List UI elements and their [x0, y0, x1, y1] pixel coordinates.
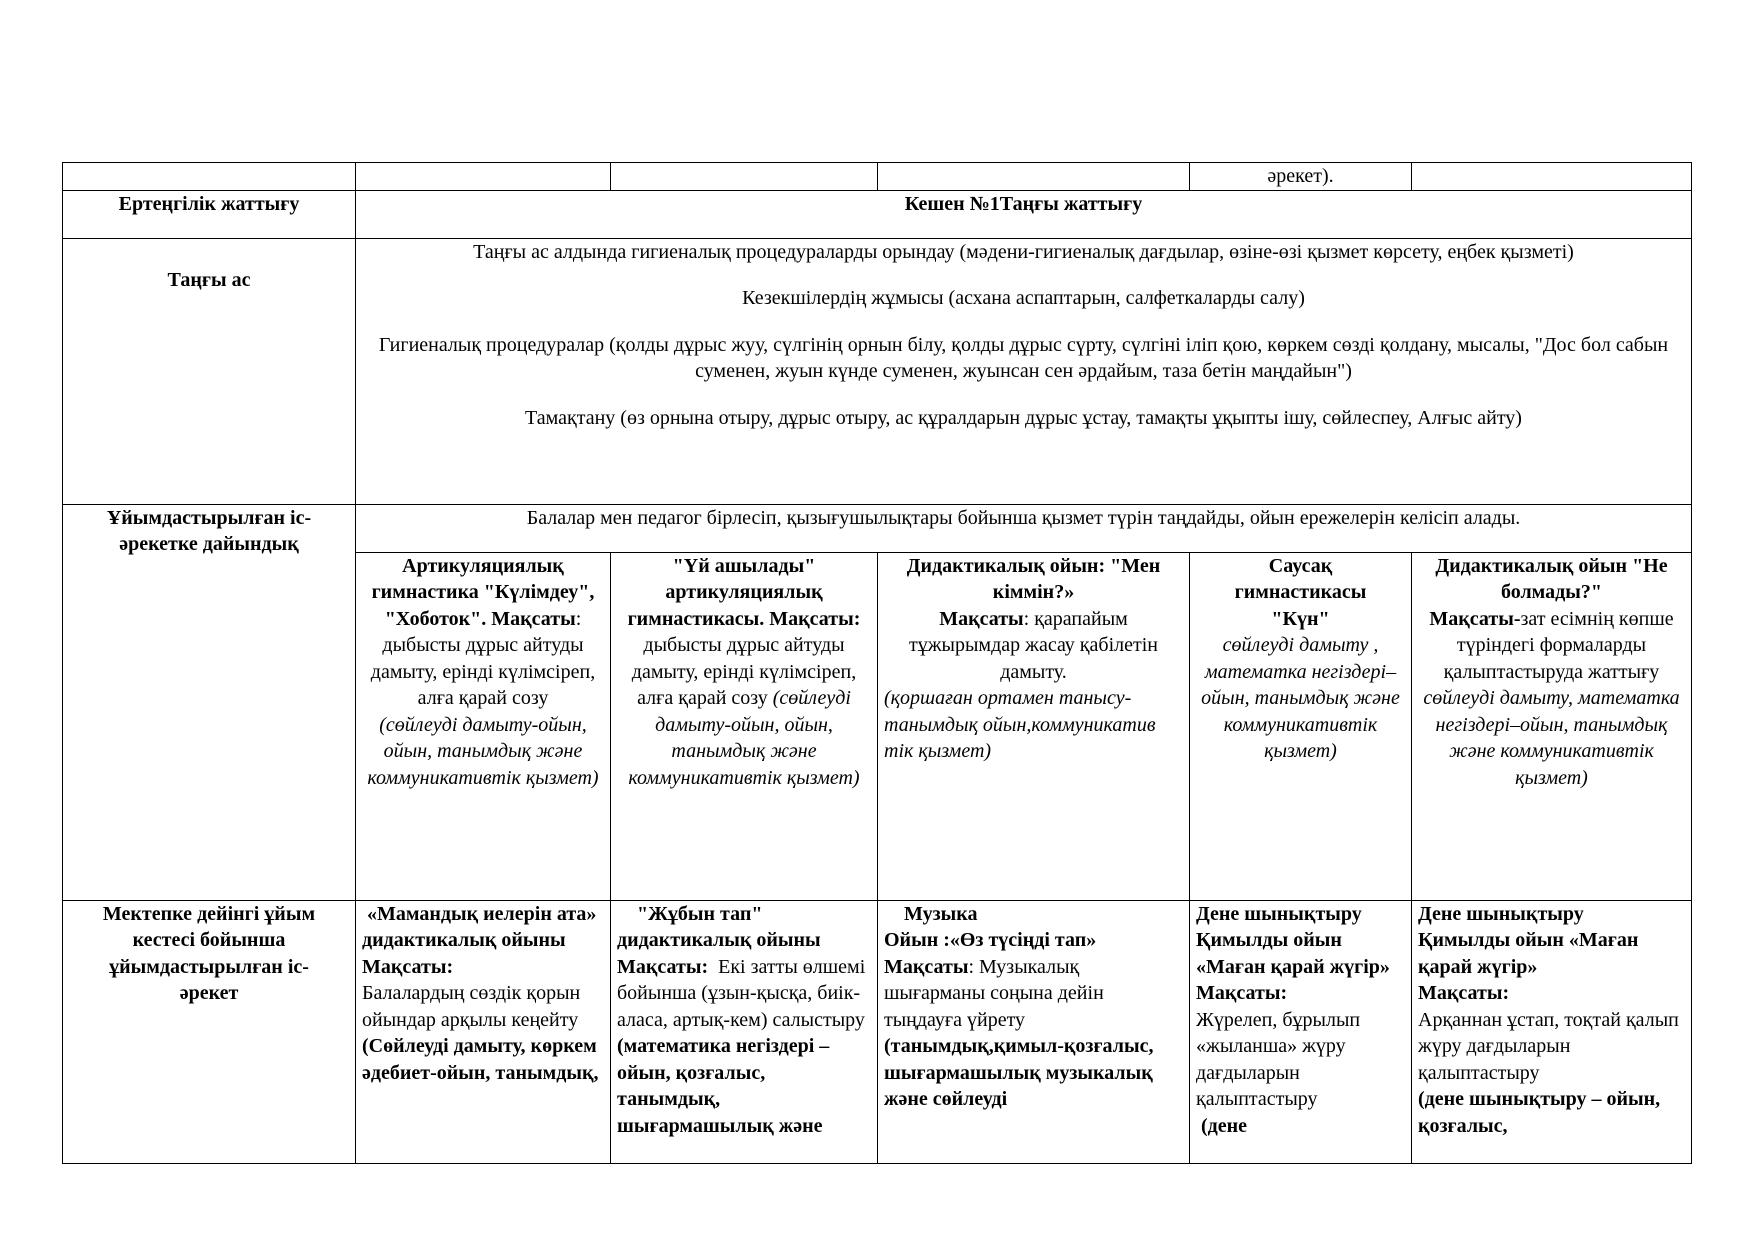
- org-area: (дене шынықтыру – ойын, қозғалыс,: [1418, 1088, 1661, 1137]
- prep-col-3: [878, 552, 1190, 900]
- prep-col-5: [1412, 552, 1692, 900]
- prep-area: сөйлеуді дамыту , математка негіздері– ойын, танымдық және коммуникативтік қызмет): [1201, 634, 1400, 762]
- org-goal: Екі затты өлшемі бойынша (ұзын-қысқа, биік-аласа, артық-кем) салыстыру: [617, 955, 871, 1031]
- table-cell: [63, 163, 356, 191]
- row-label-preparation: [63, 504, 356, 900]
- prep-area: (қоршаған ортамен танысу-танымдық ойын,коммуникатив тік қызмет): [884, 687, 1156, 762]
- prep-title: "Үй ашылады" артикуляциялық гимнастикасы. Мақсаты:: [627, 554, 861, 630]
- org-col-2: [611, 900, 878, 1163]
- org-goal-label: Мақсаты:: [362, 955, 454, 978]
- org-game: Қимылды ойын «Маған қарай жүгір»: [1418, 929, 1639, 978]
- org-area: (дене: [1196, 1114, 1248, 1137]
- prep-goal-label: Мақсаты-: [1429, 607, 1521, 630]
- daily-plan-table: [62, 162, 1692, 1164]
- row-label-breakfast: Таңғы ас: [63, 238, 356, 504]
- breakfast-content: [356, 238, 1692, 504]
- org-title: «Мамандық иелерін ата» дидактикалық ойыны: [362, 902, 602, 951]
- preparation-intro: Балалар мен педагог бірлесіп, қызығушылықтары бойынша қызмет түрін таңдайды, ойын ережелерін келісіп алады.: [356, 504, 1692, 552]
- row-label-morning-exercise: Ертеңгілік жаттығу: [63, 190, 356, 238]
- prep-goal: : дыбысты дұрыс айтуды дамыту, ерінді күлімсіреп, алға қарай созу: [370, 607, 596, 709]
- org-area: (танымдық,қимыл-қозғалыс, шығармашылық музыкалық және сөйлеуді: [884, 1035, 1154, 1110]
- prep-col-4: [1190, 552, 1412, 900]
- prep-goal-label: Мақсаты: [939, 607, 1024, 630]
- prep-goal: дыбысты дұрыс айтуды дамыту, ерінді күлімсіреп, алға қарай созу: [631, 634, 857, 709]
- table-cell: [1412, 163, 1692, 191]
- table-row: [63, 900, 1692, 1163]
- prep-goal: зат есімнің көпше түріндегі формаларды қалыптастыруда жаттығу: [1443, 607, 1674, 683]
- org-area: (математика негіздері – ойын, қозғалыс, танымдық, шығармашылық және: [617, 1035, 830, 1137]
- org-goal: Арқаннан ұстап, тоқтай қалып жүру дағдыларын қалыптастыру: [1418, 1008, 1679, 1084]
- breakfast-line: Тамақтану (өз орнына отыру, дұрыс отыру, ас құралдарын дұрыс ұстау, тамақты ұқыпты ішу, сөйлеспеу, Алғыс айту): [525, 406, 1522, 429]
- prep-title: Дидактикалық ойын: "Мен кіммін?»: [906, 554, 1161, 603]
- org-col-1: [356, 900, 611, 1163]
- table-cell: әрекет).: [1190, 163, 1412, 191]
- prep-col-1: [356, 552, 611, 900]
- org-goal: Жүрелеп, бұрылып «жыланша» жүру дағдыларын қалыптастыру: [1196, 1008, 1361, 1110]
- morning-exercise-value: Кешен №1Таңғы жаттығу: [356, 190, 1692, 238]
- org-title: "Жұбын тап" дидактикалық ойыны: [617, 902, 821, 951]
- org-goal-label: Мақсаты: [884, 955, 969, 978]
- table-row: [63, 504, 1692, 552]
- breakfast-line: Гигиеналық процедуралар (қолды дұрыс жуу, сүлгінің орнын білу, қолды дұрыс сүрту, сүлгіні іліп қою, көркем сөзді қолдану, мысалы, "Дос бол сабын суменен, жуын күнде суменен, жуынсан сен әрдайым, таза бетін маңдайын"): [378, 333, 1669, 382]
- org-game: Ойын :«Өз түсіңді тап»: [884, 929, 1097, 951]
- org-goal-label: Мақсаты:: [617, 955, 709, 978]
- prep-area: (сөйлеуді дамыту-ойын, ойын, танымдық және коммуникативтік қызмет): [628, 687, 860, 789]
- table-row: [63, 238, 1692, 504]
- prep-title: Артикуляциялық гимнастика "Күлімдеу", "Хоботок". Мақсаты: [371, 554, 595, 630]
- breakfast-line: Таңғы ас алдында гигиеналық процедураларды орындау (мәдени-гигиеналық дағдылар, өзіне-өзі қызмет көрсету, еңбек қызметі): [473, 240, 1574, 263]
- prep-area: (сөйлеуді дамыту-ойын, ойын, танымдық және коммуникативтік қызмет): [367, 713, 599, 789]
- table-cell: [356, 163, 611, 191]
- prep-col-2: [611, 552, 878, 900]
- org-title: Дене шынықтыру: [1418, 902, 1584, 925]
- table-row: [63, 163, 1692, 191]
- organized-label: Мектепке дейінгі ұйым кестесі бойынша ұйымдастырылған іс-әрекет: [102, 902, 316, 1004]
- table-cell: [878, 163, 1190, 191]
- prep-goal: : қарапайым тұжырымдар жасау қабілетін дамыту.: [908, 607, 1158, 683]
- table-row: [63, 190, 1692, 238]
- table-cell: [611, 163, 878, 191]
- prep-title: Саусақ гимнастикасы "Күн": [1234, 554, 1367, 630]
- preparation-label: Ұйымдастырылған іс-әрекетке дайындық: [106, 506, 312, 555]
- org-goal: : Музыкалық шығарманы соңына дейін тыңдауға үйрету: [884, 955, 1104, 1031]
- org-goal-label: Мақсаты:: [1196, 982, 1288, 1004]
- org-area: (Сөйлеуді дамыту, көркем әдебиет-ойын, танымдық,: [362, 1035, 599, 1084]
- org-title: Музыка: [884, 902, 978, 925]
- org-game: Қимылды ойын «Маған қарай жүгір»: [1196, 929, 1390, 978]
- org-title: Дене шынықтыру: [1196, 902, 1362, 925]
- org-goal: Балалардың сөздік қорын ойындар арқылы кеңейту: [362, 982, 581, 1031]
- org-col-4: [1190, 900, 1412, 1163]
- org-col-3: [878, 900, 1190, 1163]
- prep-area: сөйлеуді дамыту, математка негіздері–ойын, танымдық және коммуникативтік қызмет): [1423, 687, 1680, 789]
- org-goal-label: Мақсаты:: [1418, 982, 1510, 1004]
- org-col-5: [1412, 900, 1692, 1163]
- breakfast-line: Кезекшілердің жұмысы (асхана аспаптарын, салфеткаларды салу): [742, 287, 1305, 309]
- prep-title: Дидактикалық ойын "Не болмады?": [1435, 554, 1668, 603]
- row-label-organized: [63, 900, 356, 1163]
